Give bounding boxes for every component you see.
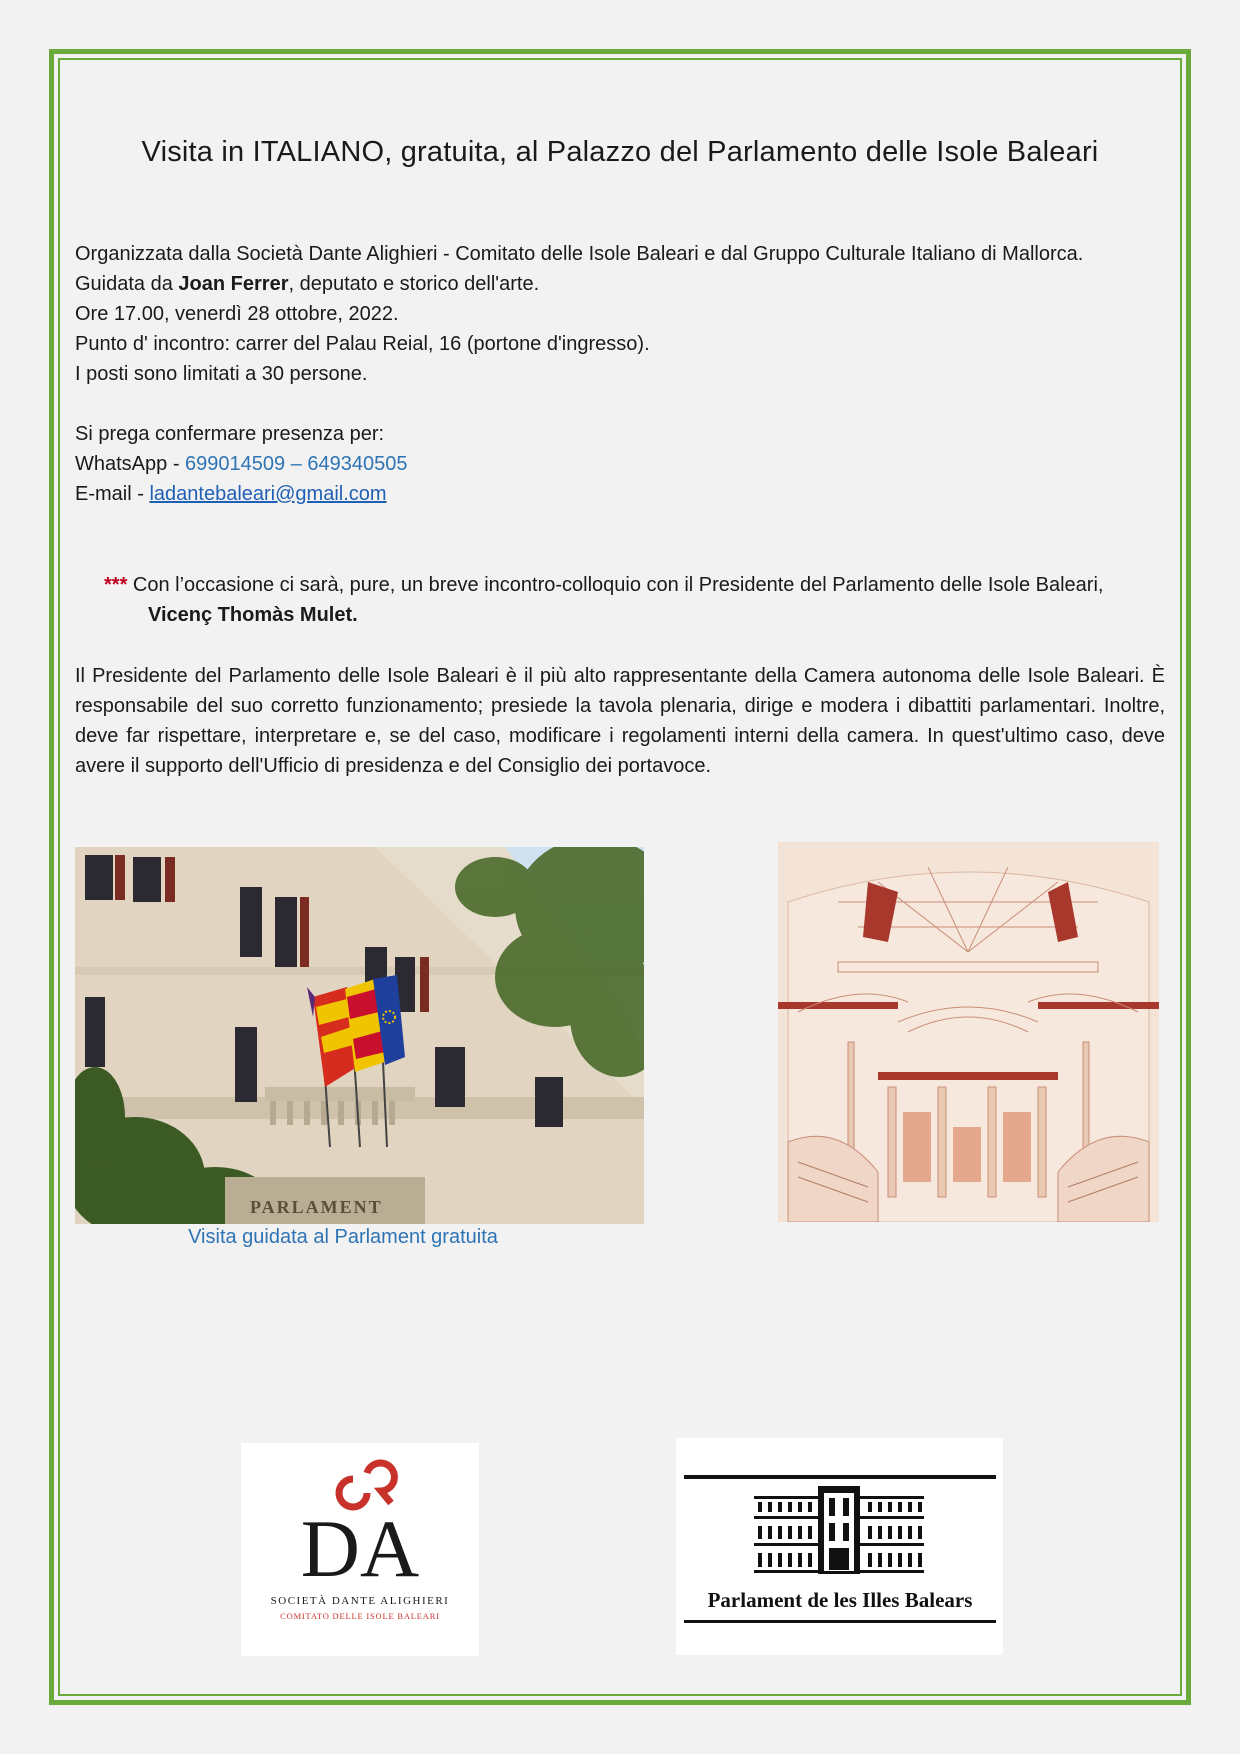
- event-info: [75, 239, 1170, 509]
- email-label: E-mail -: [75, 483, 150, 505]
- parlament-logo-mark: [676, 1438, 1003, 1655]
- meeting-point-line: Punto d' incontro: carrer del Palau Reial, 16 (portone d'ingresso).: [75, 333, 650, 355]
- page-title: Visita in ITALIANO, gratuita, al Palazzo del Parlamento delle Isole Baleari: [141, 136, 1099, 168]
- note-stars: ***: [104, 574, 128, 596]
- guide-prefix: Guidata da: [75, 273, 179, 295]
- president-name: Vicenç Thomàs Mulet.: [148, 604, 358, 626]
- whatsapp-line: [75, 449, 1170, 479]
- dante-logo-letters: DA: [300, 1503, 420, 1594]
- parlament-sign: PARLAMENT: [250, 1197, 383, 1217]
- dante-logo-mark: [241, 1443, 479, 1656]
- parlament-logo-name: Parlament de les Illes Balears: [707, 1588, 973, 1612]
- dante-logo-sub: COMITATO DELLE ISOLE BALEARI: [280, 1611, 440, 1621]
- parliament-facade-photo: [75, 847, 644, 1224]
- president-note: [104, 570, 1174, 630]
- contact-intro: Si prega confermare presenza per:: [75, 423, 385, 445]
- time-line: Ore 17.00, venerdì 28 ottobre, 2022.: [75, 303, 399, 325]
- interior-drawing: [778, 842, 1159, 1222]
- organizer-line: Organizzata dalla Società Dante Alighieri - Comitato delle Isole Baleari e dal Gruppo Culturale Italiano di Mallorca.: [75, 243, 1084, 265]
- email-line: [75, 479, 1170, 509]
- dante-alighieri-logo: [241, 1443, 479, 1656]
- guide-name: Joan Ferrer: [178, 273, 289, 295]
- guide-line: [75, 269, 1170, 299]
- interior-illustration: [778, 842, 1159, 1222]
- president-description: [75, 661, 1165, 781]
- parlament-logo: [676, 1438, 1003, 1655]
- description-text: Il Presidente del Parlamento delle Isole Baleari è il più alto rappresentante della Camera autonoma delle Isole Baleari. È responsabile del suo corretto funzionamento; presiede la tavola plenaria, dirige e modera i dibattiti parlamentari. Inoltre, deve far rispettare, interpretare e, se del caso, modificare i regolamenti interni della camera. In quest'ultimo caso, deve avere il supporto dell'Ufficio di presidenza e del Consiglio dei portavoce.: [75, 665, 1165, 777]
- photo-caption: Visita guidata al Parlament gratuita: [188, 1226, 498, 1248]
- limit-line: I posti sono limitati a 30 persone.: [75, 363, 368, 385]
- whatsapp-numbers[interactable]: 699014509 – 649340505: [185, 453, 408, 475]
- note-text: Con l’occasione ci sarà, pure, un breve incontro-colloquio con il Presidente del Parlamento delle Isole Baleari,: [127, 574, 1104, 596]
- whatsapp-label: WhatsApp -: [75, 453, 186, 475]
- dante-logo-name: SOCIETÀ DANTE ALIGHIERI: [270, 1595, 450, 1607]
- facade-illustration: [75, 847, 644, 1224]
- email-link[interactable]: ladantebaleari@gmail.com: [149, 483, 387, 505]
- guide-suffix: , deputato e storico dell'arte.: [288, 273, 540, 295]
